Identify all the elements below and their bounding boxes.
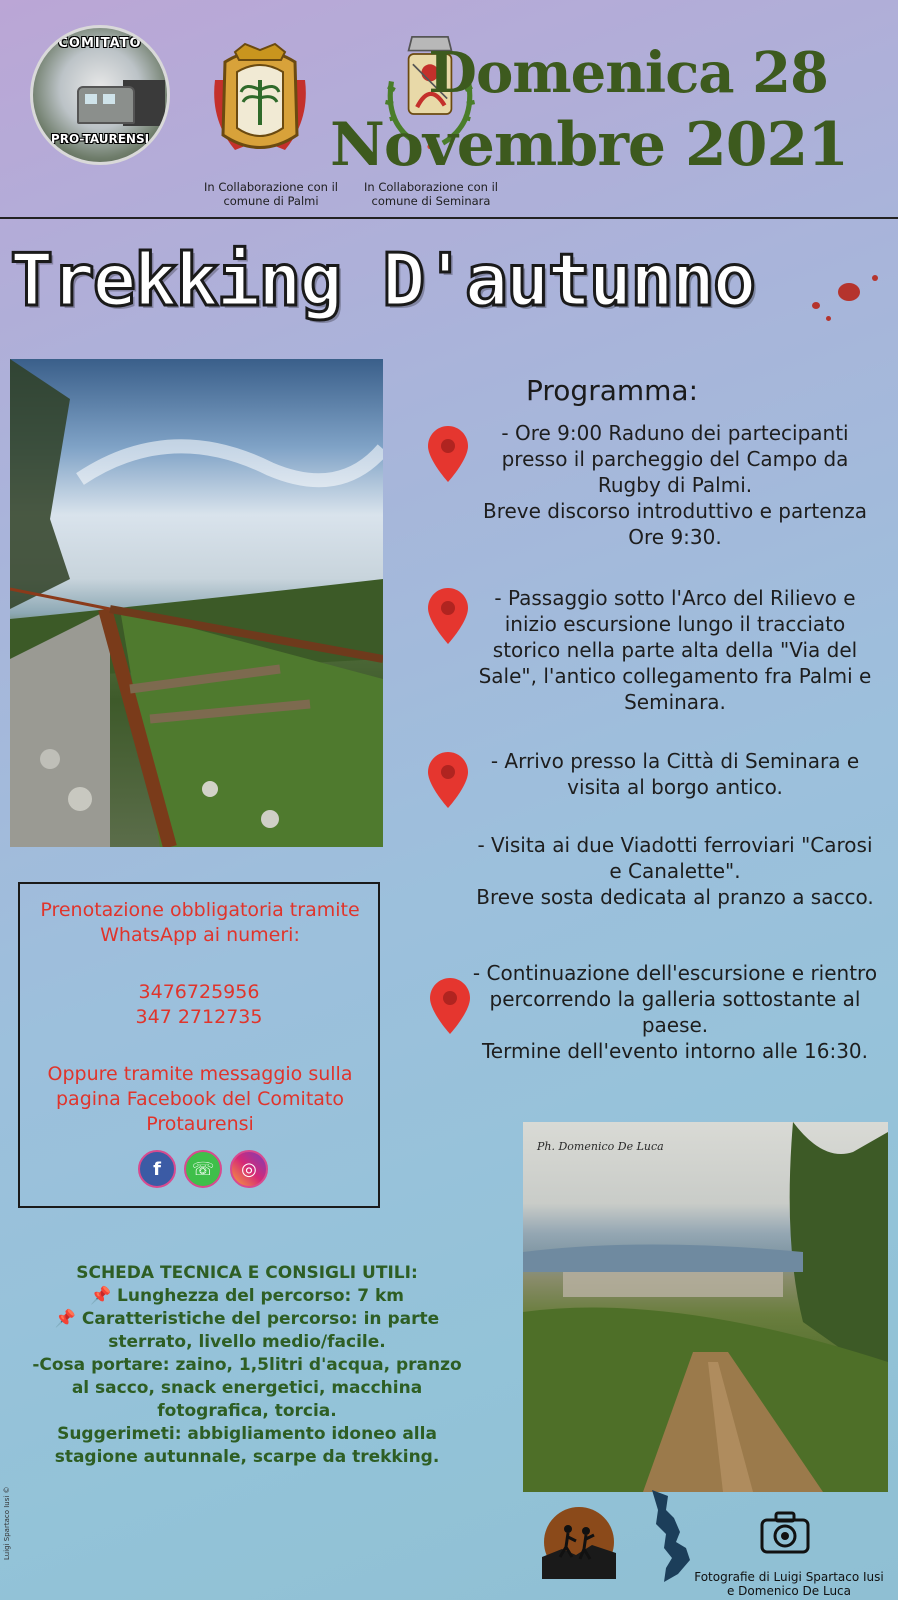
location-pin-icon <box>430 978 470 1034</box>
tech-heading: SCHEDA TECNICA E CONSIGLI UTILI: <box>76 1263 418 1283</box>
whatsapp-icon[interactable]: ☏ <box>184 1150 222 1188</box>
tech-sheet <box>32 1262 462 1469</box>
tech-features: 📌 Caratteristiche del percorso: in parte sterrato, livello medio/facile. <box>54 1309 440 1352</box>
location-pin-icon <box>428 752 468 808</box>
tech-suggestions: Suggerimeti: abbigliamento idoneo alla stagione autunnale, scarpe da trekking. <box>54 1424 440 1467</box>
palmi-crest-icon <box>205 40 315 160</box>
programma-item-5: - Continuazione dell'escursione e rientro percorrendo la galleria sottostante al paese. Termine dell'evento intorno alle 16:30. <box>472 961 878 1063</box>
location-pin-icon <box>428 426 468 482</box>
countryside-photo <box>523 1122 888 1492</box>
instagram-icon[interactable]: ◎ <box>230 1150 268 1188</box>
location-pin-icon <box>428 588 468 644</box>
booking-whatsapp-text: Prenotazione obbligatoria tramite WhatsApp ai numeri: <box>40 899 360 946</box>
programma-item-2: - Passaggio sotto l'Arco del Rilievo e inizio escursione lungo il tracciato storico nella parte alta della "Via del Sale", l'antico collegamento fra Palmi e Seminara. <box>478 586 872 714</box>
paint-splatter-drop <box>812 302 820 309</box>
train-icon <box>77 86 135 124</box>
tech-length: 📌 Lunghezza del percorso: 7 km <box>89 1286 405 1306</box>
calabria-map-icon <box>646 1488 692 1584</box>
booking-box <box>18 882 380 1208</box>
logo-top-text: COMITATO <box>58 36 142 51</box>
railway-photo <box>10 359 383 847</box>
paint-splatter <box>838 283 860 301</box>
header-divider <box>0 217 898 219</box>
event-date-day: Domenica 28 <box>428 40 828 106</box>
booking-facebook-text: Oppure tramite messaggio sulla pagina Facebook del Comitato Protaurensi <box>47 1063 353 1135</box>
event-date-month-year: Novembre 2021 <box>329 110 848 180</box>
hikers-logo-icon <box>542 1505 616 1579</box>
tech-bring: -Cosa portare: zaino, 1,5litri d'acqua, pranzo al sacco, snack energetici, macchina fotografica, torcia. <box>32 1355 462 1421</box>
paint-splatter-drop <box>826 316 831 321</box>
photo-caption: Ph. Domenico De Luca <box>537 1140 664 1153</box>
page-title: Trekking D'autunno <box>10 238 755 322</box>
side-credit: Luigi Spartaco Iusi © <box>3 1486 11 1560</box>
programma-item-3: - Arrivo presso la Città di Seminara e visita al borgo antico. <box>490 749 860 799</box>
phone-number-1[interactable]: 3476725956 <box>138 981 260 1003</box>
programma-item-1: - Ore 9:00 Raduno dei partecipanti presso il parcheggio del Campo da Rugby di Palmi. Breve discorso introduttivo e partenza Ore 9:30. <box>483 421 867 549</box>
phone-number-2[interactable]: 347 2712735 <box>135 1006 263 1028</box>
logo-bottom-text: PRO-TAURENSI <box>50 132 150 146</box>
collab-seminara-text: In Collaborazione con il comune di Seminara <box>364 180 498 208</box>
facebook-icon[interactable]: f <box>138 1150 176 1188</box>
programma-heading: Programma: <box>526 374 699 407</box>
comitato-logo <box>30 25 170 165</box>
paint-splatter-drop <box>872 275 878 281</box>
programma-item-4: - Visita ai due Viadotti ferroviari "Carosi e Canalette". Breve sosta dedicata al pranzo a sacco. <box>476 833 874 909</box>
camera-icon <box>760 1510 810 1554</box>
collab-palmi-text: In Collaborazione con il comune di Palmi <box>204 180 338 208</box>
photo-credits: Fotografie di Luigi Spartaco Iusi e Domenico De Luca <box>694 1570 884 1598</box>
